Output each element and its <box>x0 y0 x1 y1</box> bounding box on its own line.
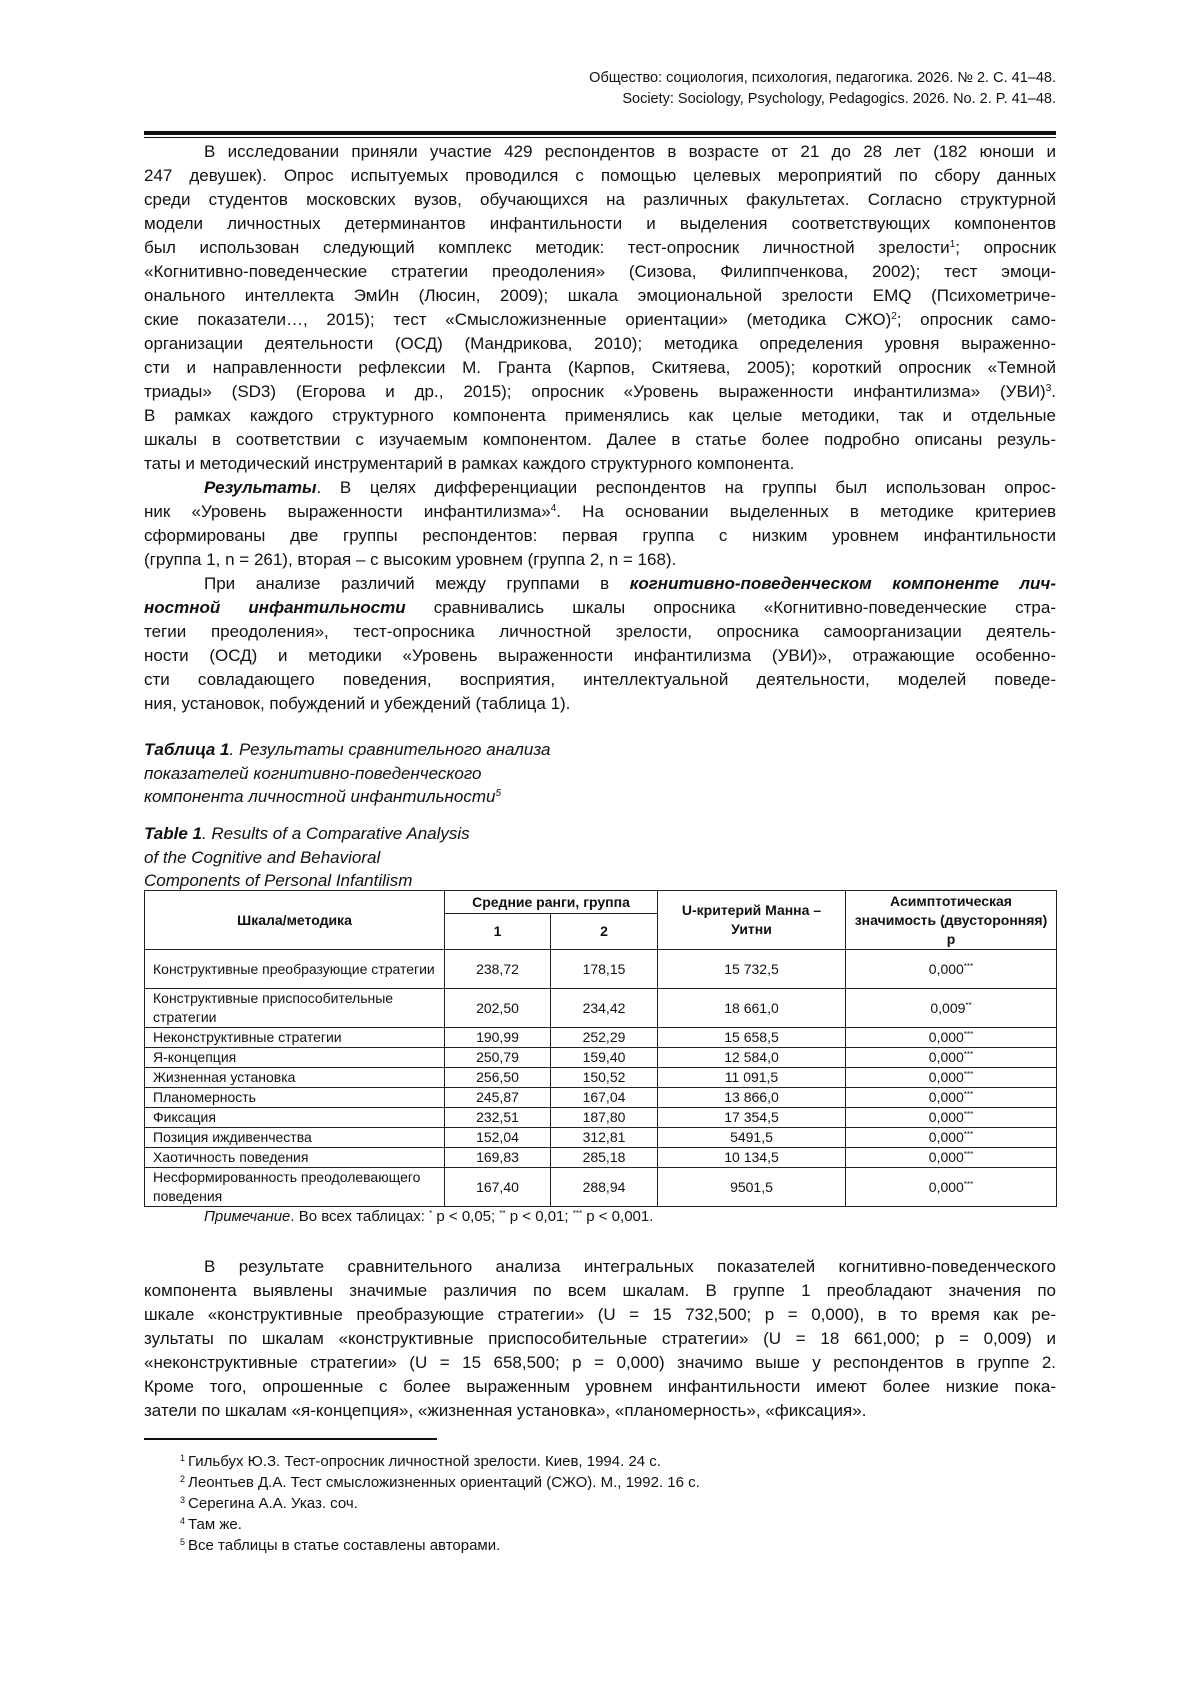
text-segment: ; опросник само- <box>896 310 1056 329</box>
text-line <box>144 476 1056 500</box>
text-segment: шкале «конструктивные преобразующие стратегии» (U = 15 732,500; p = 0,000), в то время как ре- <box>144 1305 1056 1324</box>
cell-scale-value: Неконструктивные стратегии <box>153 1029 342 1045</box>
cell-group1 <box>445 1088 551 1108</box>
text-segment: ские показатели…, 2015); тест «Смысложизненные ориентации» (методика СЖО) <box>144 310 892 329</box>
cell-u <box>658 1128 846 1148</box>
cell-group2-value: 167,04 <box>582 1089 626 1105</box>
footnote <box>180 1535 500 1556</box>
text-line <box>144 452 1056 476</box>
cell-group1 <box>445 1028 551 1048</box>
text-segment: «Когнитивно-поведенческие стратегии преодоления» (Сизова, Филиппченкова, 2002); тест эмоци- <box>144 262 1056 281</box>
significance-stars: ** <box>965 1000 972 1010</box>
cell-p <box>846 989 1057 1028</box>
cell-group2 <box>551 1108 658 1128</box>
header-rule-thin <box>144 137 1056 138</box>
cell-u <box>658 1168 846 1207</box>
cell-u <box>658 1028 846 1048</box>
cell-scale <box>145 989 445 1028</box>
text-segment: сравнивались шкалы опросника «Когнитивно-поведенческие стра- <box>405 598 1056 617</box>
header-rule <box>144 131 1056 135</box>
text-segment: 247 девушек). Опрос испытуемых проводился с помощью целевых мероприятий по сбору данных <box>144 166 1056 185</box>
text-line <box>144 308 1056 332</box>
footnote-ref: 4 <box>550 503 557 514</box>
text-segment: среди студентов московских вузов, обучающихся на различных факультетах. Согласно структурной <box>144 190 1056 209</box>
text-line <box>144 548 1056 572</box>
cell-p <box>846 1128 1057 1148</box>
text-segment: модели личностных детерминантов инфантильности и выделения соответствующих компонентов <box>144 214 1056 233</box>
text-segment: компонента выявлены значимые различия по всем шкалам. В группе 1 преобладают значения по <box>144 1281 1056 1300</box>
text-segment: ; опросник <box>955 238 1056 257</box>
text-segment: триады» (SD3) (Егорова и др., 2015); опросник «Уровень выраженности инфантилизма» (УВИ) <box>144 382 1046 401</box>
cell-group1 <box>445 1128 551 1148</box>
footnote <box>180 1451 661 1472</box>
cell-p <box>846 1028 1057 1048</box>
table-row <box>145 1128 1057 1148</box>
cell-u <box>658 1148 846 1168</box>
cell-u-value: 13 866,0 <box>724 1089 779 1105</box>
cell-p-value: 0,000 <box>928 1049 964 1065</box>
note-star: * <box>429 1209 433 1218</box>
cell-group2-value: 252,29 <box>582 1029 626 1045</box>
cell-u-value: 15 732,5 <box>724 960 779 977</box>
cell-group1 <box>445 1048 551 1068</box>
caption-line: of the Cognitive and Behavioral <box>144 847 381 867</box>
text-line <box>144 500 1056 524</box>
cell-group2 <box>551 1148 658 1168</box>
table-row <box>145 1148 1057 1168</box>
cell-p <box>846 1048 1057 1068</box>
footnote-number: 3 <box>180 1495 186 1505</box>
cell-scale <box>145 950 445 989</box>
results-table <box>144 890 1057 1207</box>
journal-header-ru: Общество: социология, психология, педагогика. 2026. № 2. С. 41–48. <box>589 70 1056 86</box>
cell-u <box>658 1048 846 1068</box>
text-line <box>144 140 1056 164</box>
text-segment: ния, установок, побуждений и убеждений (таблица 1). <box>144 694 571 713</box>
text-segment: Результаты <box>204 478 317 497</box>
caption-label: Table 1 <box>144 824 202 843</box>
cell-p-value: 0,000 <box>928 1178 964 1195</box>
note-text: . Во всех таблицах: <box>290 1208 430 1225</box>
table-row <box>145 1108 1057 1128</box>
footnote-text: Леонтьев Д.А. Тест смысложизненных ориентаций (СЖО). М., 1992. 16 с. <box>188 1474 700 1491</box>
cell-group2-value: 234,42 <box>582 999 626 1016</box>
cell-group2 <box>551 950 658 989</box>
text-segment: сти и направленности рефлексии М. Гранта (Карпов, Скитяева, 2005); короткий опросник «Темной <box>144 358 1056 377</box>
caption-line: компонента личностной инфантильности <box>144 787 496 806</box>
cell-scale-value: Несформированность преодолевающего поведения <box>153 1169 421 1204</box>
cell-p <box>846 950 1057 989</box>
cell-group1 <box>445 1068 551 1088</box>
text-segment: В исследовании приняли участие 429 респондентов в возрасте от 21 до 28 лет (182 юноши и <box>204 142 1056 161</box>
footnote <box>180 1493 358 1514</box>
cell-group1-value: 152,04 <box>476 1129 519 1145</box>
cell-group1-value: 202,50 <box>476 999 519 1016</box>
cell-scale-value: Конструктивные приспособительные стратегии <box>153 990 394 1025</box>
text-segment: . На основании выделенных в методике критериев <box>556 502 1056 521</box>
cell-scale <box>145 1068 445 1088</box>
cell-group2-value: 285,18 <box>582 1149 626 1165</box>
cell-u-value: 11 091,5 <box>724 1069 779 1085</box>
text-line <box>144 212 1056 236</box>
paragraph <box>144 572 1056 716</box>
text-line <box>144 572 1056 596</box>
text-segment: ностной инфантильности <box>144 598 406 617</box>
note-text: p < 0,01; <box>505 1208 573 1225</box>
text-segment: . В целях дифференциации респондентов на группы был использован опрос- <box>316 478 1056 497</box>
cell-group2 <box>551 1128 658 1148</box>
footnote-number: 5 <box>180 1537 186 1547</box>
text-line <box>144 1303 1056 1327</box>
text-segment: При анализе различий между группами в <box>204 574 630 593</box>
cell-group1-value: 169,83 <box>476 1149 519 1165</box>
text-line <box>144 284 1056 308</box>
cell-group1-value: 256,50 <box>476 1069 519 1085</box>
table-row <box>145 1088 1057 1108</box>
paragraph <box>144 1255 1056 1423</box>
cell-scale <box>145 1128 445 1148</box>
cell-u-value: 5491,5 <box>730 1129 773 1145</box>
paragraph <box>144 476 1056 572</box>
text-segment: таты и методический инструментарий в рамках каждого структурного компонента. <box>144 454 795 473</box>
significance-stars: *** <box>963 1179 974 1189</box>
text-segment: зультаты по шкалам «конструктивные приспособительные стратегии» (U = 18 661,000; p = 0,009) и <box>144 1329 1056 1348</box>
caption-line: . Results of a Comparative Analysis <box>201 824 470 843</box>
text-segment: ник «Уровень выраженности инфантилизма» <box>144 502 551 521</box>
cell-p-value: 0,000 <box>928 1069 964 1085</box>
cell-p-value: 0,000 <box>928 1029 964 1045</box>
cell-u <box>658 1088 846 1108</box>
text-line <box>144 380 1056 404</box>
significance-stars: *** <box>963 1070 974 1079</box>
cell-group2 <box>551 989 658 1028</box>
cell-scale-value: Хаотичность поведения <box>153 1149 309 1165</box>
cell-p-value: 0,000 <box>928 960 964 977</box>
significance-stars: *** <box>963 1150 974 1159</box>
footnote-number: 1 <box>180 1453 186 1463</box>
text-line <box>144 668 1056 692</box>
cell-u <box>658 1068 846 1088</box>
cell-group2-value: 187,80 <box>582 1109 626 1125</box>
cell-scale-value: Планомерность <box>153 1089 256 1105</box>
footnote-ref: 5 <box>495 788 502 799</box>
table-row <box>145 950 1057 989</box>
caption-line: . Результаты сравнительного анализа <box>229 740 551 759</box>
text-segment: «неконструктивные стратегии» (U = 15 658,500; p = 0,000) значимо выше у респондентов в группе 2. <box>144 1353 1056 1372</box>
cell-p <box>846 1108 1057 1128</box>
body-text-bottom <box>144 1255 1056 1423</box>
cell-p-value: 0,000 <box>928 1129 964 1145</box>
text-line <box>144 1255 1056 1279</box>
text-line <box>144 332 1056 356</box>
cell-scale <box>145 1088 445 1108</box>
header-scale: Шкала/методика <box>145 891 445 950</box>
cell-group2 <box>551 1048 658 1068</box>
footnote-number: 2 <box>180 1474 186 1484</box>
header-group2: 2 <box>551 914 658 950</box>
text-line <box>144 692 1056 716</box>
text-segment: когнитивно-поведенческом компоненте лич- <box>629 574 1056 593</box>
cell-p <box>846 1168 1057 1207</box>
text-segment: сформированы две группы респондентов: первая группа с низким уровнем инфантильности <box>144 526 1056 545</box>
cell-p-value: 0,000 <box>928 1109 964 1125</box>
cell-u-value: 15 658,5 <box>724 1029 779 1045</box>
cell-p-value: 0,009 <box>930 999 966 1016</box>
cell-u-value: 12 584,0 <box>724 1049 779 1065</box>
cell-u-value: 10 134,5 <box>724 1149 779 1165</box>
footnote <box>180 1472 700 1493</box>
text-segment: был использован следующий комплекс методик: тест-опросник личностной зрелости <box>144 238 950 257</box>
text-line <box>144 644 1056 668</box>
cell-u <box>658 989 846 1028</box>
text-line <box>144 236 1056 260</box>
cell-scale-value: Жизненная установка <box>153 1069 296 1085</box>
paragraph <box>144 140 1056 476</box>
footnote-text: Там же. <box>188 1516 242 1533</box>
text-line <box>144 1279 1056 1303</box>
cell-group2 <box>551 1088 658 1108</box>
footnote-ref: 2 <box>891 311 897 322</box>
cell-group1 <box>445 1148 551 1168</box>
cell-u-value: 17 354,5 <box>724 1109 779 1125</box>
footnote-ref: 3 <box>1045 383 1052 394</box>
cell-group2-value: 312,81 <box>582 1129 626 1145</box>
header-significance: Асимптотическая значимость (двусторонняя) p <box>846 891 1057 950</box>
cell-group1 <box>445 989 551 1028</box>
header-mean-ranks: Средние ранги, группа <box>445 891 658 914</box>
cell-group2 <box>551 1168 658 1207</box>
significance-stars: *** <box>963 1050 974 1059</box>
note-label: Примечание <box>204 1208 291 1225</box>
footnote-ref: 1 <box>949 239 956 250</box>
cell-group2-value: 178,15 <box>582 960 626 977</box>
text-segment: Кроме того, опрошенные с более выраженным уровнем инфантильности имеют более низкие пока- <box>144 1377 1056 1396</box>
cell-group1-value: 167,40 <box>476 1178 519 1195</box>
text-line <box>144 428 1056 452</box>
cell-p-value: 0,000 <box>928 1089 964 1105</box>
text-line <box>144 356 1056 380</box>
header-group1: 1 <box>445 914 551 950</box>
text-segment: . <box>1051 382 1056 401</box>
cell-scale-value: Я-концепция <box>153 1049 237 1065</box>
cell-group1-value: 250,79 <box>476 1049 519 1065</box>
table-row <box>145 989 1057 1028</box>
cell-scale <box>145 1048 445 1068</box>
table-row <box>145 1068 1057 1088</box>
cell-u-value: 18 661,0 <box>724 999 779 1016</box>
note-text: p < 0,05; <box>432 1208 500 1225</box>
significance-stars: *** <box>963 1110 974 1119</box>
text-line <box>144 164 1056 188</box>
cell-p <box>846 1068 1057 1088</box>
note-star: ** <box>499 1209 506 1218</box>
caption-line: Components of Personal Infantilism <box>144 871 413 890</box>
text-segment: В рамках каждого структурного компонента применялись как целые методики, так и отдельные <box>144 406 1056 425</box>
note-text: p < 0,001. <box>582 1208 654 1225</box>
significance-stars: *** <box>963 1090 974 1099</box>
cell-group1-value: 232,51 <box>476 1109 519 1125</box>
cell-group1 <box>445 950 551 989</box>
footnote-rule <box>144 1438 437 1440</box>
footnote-text: Все таблицы в статье составлены авторами. <box>188 1537 501 1554</box>
text-line <box>144 596 1056 620</box>
cell-p-value: 0,000 <box>928 1149 964 1165</box>
text-segment: сти совладающего поведения, восприятия, интеллектуальной деятельности, моделей поведе- <box>144 670 1056 689</box>
caption-label: Таблица 1 <box>144 740 230 759</box>
cell-u <box>658 1108 846 1128</box>
cell-scale-value: Фиксация <box>153 1109 216 1125</box>
cell-scale <box>145 1168 445 1207</box>
footnote-text: Гильбух Ю.З. Тест-опросник личностной зрелости. Киев, 1994. 24 с. <box>188 1453 661 1470</box>
body-text-top <box>144 140 1056 716</box>
journal-header-en: Society: Sociology, Psychology, Pedagogics. 2026. No. 2. P. 41–48. <box>622 91 1056 107</box>
table-row <box>145 1048 1057 1068</box>
header-u-test: U-критерий Манна – Уитни <box>658 891 846 950</box>
text-segment: шкалы в соответствии с изучаемым компонентом. Далее в статье более подробно описаны резуль- <box>144 430 1056 449</box>
footnote <box>180 1514 242 1535</box>
footnote-number: 4 <box>180 1516 186 1526</box>
text-segment: тегии преодоления», тест-опросника личностной зрелости, опросника самоорганизации деятель- <box>144 622 1056 641</box>
cell-u <box>658 950 846 989</box>
table-caption-ru <box>144 738 550 809</box>
cell-group1-value: 190,99 <box>476 1029 519 1045</box>
significance-stars: *** <box>963 1130 974 1139</box>
cell-group1 <box>445 1108 551 1128</box>
cell-p <box>846 1088 1057 1108</box>
cell-scale-value: Конструктивные преобразующие стратегии <box>153 960 435 977</box>
text-line <box>144 524 1056 548</box>
text-line <box>144 1351 1056 1375</box>
cell-group2-value: 159,40 <box>582 1049 626 1065</box>
text-line <box>144 260 1056 284</box>
text-line <box>144 1327 1056 1351</box>
text-line <box>144 620 1056 644</box>
cell-scale <box>145 1108 445 1128</box>
significance-stars: *** <box>963 1030 974 1039</box>
cell-u-value: 9501,5 <box>730 1178 773 1195</box>
cell-group2-value: 288,94 <box>582 1178 626 1195</box>
text-segment: ности (ОСД) и методики «Уровень выраженности инфантилизма (УВИ)», отражающие особенно- <box>144 646 1056 665</box>
caption-line: показателей когнитивно-поведенческого <box>144 763 482 783</box>
text-segment: В результате сравнительного анализа интегральных показателей когнитивно-поведенческого <box>204 1257 1056 1276</box>
text-segment: онального интеллекта ЭмИн (Люсин, 2009); шкала эмоциональной зрелости EMQ (Психометриче- <box>144 286 1056 305</box>
text-segment: затели по шкалам «я-концепция», «жизненная установка», «планомерность», «фиксация». <box>144 1401 867 1420</box>
table-row <box>145 1028 1057 1048</box>
cell-group2 <box>551 1068 658 1088</box>
cell-group1-value: 245,87 <box>476 1089 519 1105</box>
significance-stars: *** <box>963 961 974 971</box>
text-segment: организации деятельности (ОСД) (Мандрикова, 2010); методика определения уровня выраженно- <box>144 334 1056 353</box>
text-line <box>144 188 1056 212</box>
cell-scale <box>145 1148 445 1168</box>
table-note <box>204 1205 653 1229</box>
table-caption-en <box>144 822 470 893</box>
cell-p <box>846 1148 1057 1168</box>
table-row <box>145 1168 1057 1207</box>
cell-group1-value: 238,72 <box>476 960 519 977</box>
cell-group1 <box>445 1168 551 1207</box>
note-star: *** <box>572 1209 583 1218</box>
text-line <box>144 404 1056 428</box>
text-line <box>144 1399 1056 1423</box>
cell-scale-value: Позиция иждивенчества <box>153 1129 312 1145</box>
footnote-text: Серегина А.А. Указ. соч. <box>188 1495 358 1512</box>
text-line <box>144 1375 1056 1399</box>
cell-group2-value: 150,52 <box>582 1069 626 1085</box>
cell-group2 <box>551 1028 658 1048</box>
cell-scale <box>145 1028 445 1048</box>
text-segment: (группа 1, n = 261), вторая – с высоким уровнем (группа 2, n = 168). <box>144 550 677 569</box>
